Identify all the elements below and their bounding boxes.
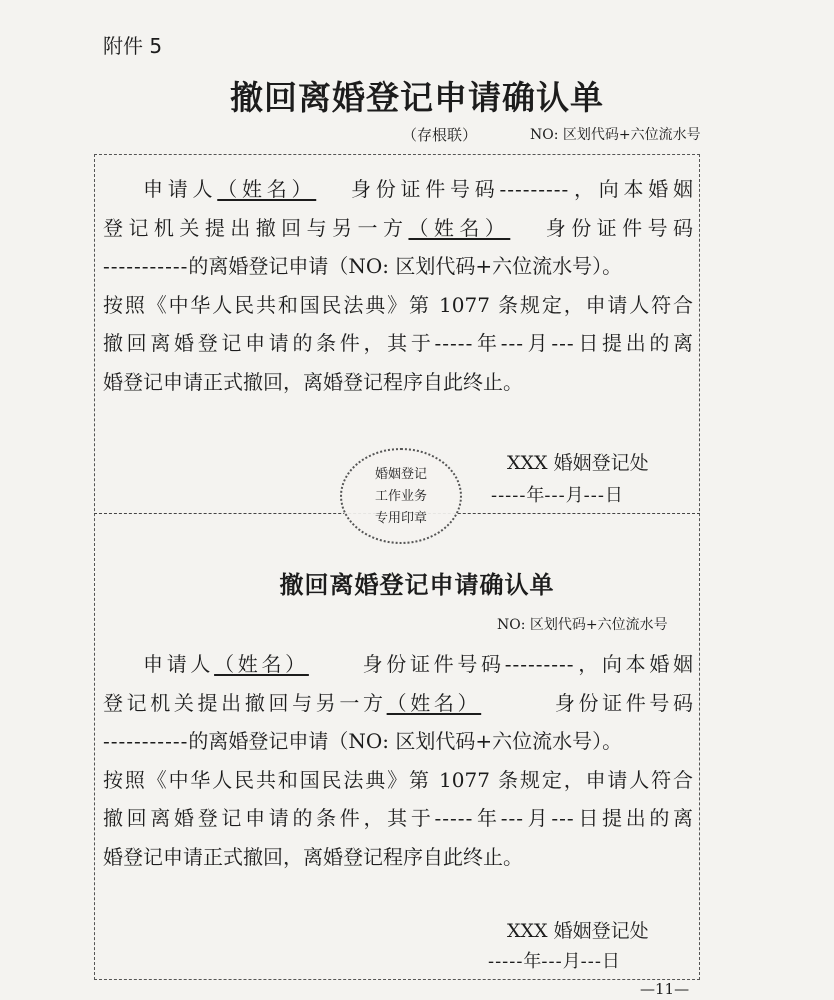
form-line bbox=[103, 684, 693, 723]
day-blank: --- bbox=[551, 806, 575, 830]
form-line bbox=[103, 170, 693, 209]
id-number-label: 身份证件号码 bbox=[540, 215, 694, 240]
month-label: 月 bbox=[562, 951, 581, 972]
day-label: 日 bbox=[604, 485, 623, 506]
month-label: 月 bbox=[523, 331, 552, 355]
seal-text: 专用印章 bbox=[374, 511, 427, 526]
form-line: 婚登记申请正式撤回，离婚登记程序自此终止。 bbox=[103, 844, 523, 869]
form-line: 按照《中华人民共和国民法典》第 1077 条规定，申请人符合 bbox=[103, 767, 693, 792]
seal-text: 婚姻登记 bbox=[374, 467, 427, 482]
applicant-label: 申请人 bbox=[143, 177, 218, 201]
id-number-label: 身份证件号码 bbox=[551, 690, 694, 715]
year-blank: ----- bbox=[434, 331, 474, 355]
receipt-form-body bbox=[103, 645, 693, 876]
seal-text: 工作业务 bbox=[374, 489, 427, 504]
id-number-label: 身份证件号码 bbox=[358, 652, 505, 676]
document-title: 撤回离婚登记申请确认单 bbox=[230, 78, 604, 117]
year-blank: ----- bbox=[491, 485, 527, 506]
page-number: —11— bbox=[640, 980, 690, 998]
text-segment: 撤回离婚登记申请的条件，其于 bbox=[103, 331, 435, 355]
serial-number: NO: 区划代码+六位流水号 bbox=[497, 617, 668, 633]
text-segment: 撤回离婚登记申请的条件，其于 bbox=[103, 806, 435, 830]
text-segment: 登记机关提出撤回与另一方 bbox=[103, 690, 387, 715]
month-blank: --- bbox=[541, 951, 563, 972]
id-number-blank: --------- bbox=[504, 652, 575, 676]
day-blank: --- bbox=[580, 951, 602, 972]
id-number-blank: ----------- bbox=[103, 254, 189, 278]
text-segment: 的离婚登记申请（NO: 区划代码+六位流水号）。 bbox=[188, 254, 623, 278]
form-line bbox=[103, 722, 693, 761]
serial-number: NO: 区划代码+六位流水号 bbox=[530, 127, 701, 143]
form-line bbox=[103, 209, 693, 248]
month-label: 月 bbox=[565, 485, 584, 506]
form-line: 婚登记申请正式撤回，离婚登记程序自此终止。 bbox=[103, 369, 523, 394]
text-segment: ，向本婚姻 bbox=[569, 177, 694, 201]
year-label: 年 bbox=[473, 806, 501, 830]
other-party-name-field: （姓名） bbox=[386, 690, 482, 715]
stub-form-body bbox=[103, 170, 693, 401]
other-party-name-field: （姓名） bbox=[408, 215, 511, 240]
year-blank: ----- bbox=[434, 806, 474, 830]
text-segment: ，向本婚姻 bbox=[574, 652, 694, 676]
id-number-label: 身份证件号码 bbox=[346, 177, 500, 201]
form-line: 按照《中华人民共和国民法典》第 1077 条规定，申请人符合 bbox=[103, 292, 693, 317]
signature-date bbox=[491, 481, 623, 507]
form-line bbox=[103, 645, 693, 684]
stub-label: （存根联） bbox=[402, 126, 478, 144]
month-label: 月 bbox=[523, 806, 552, 830]
applicant-name-field: （姓名） bbox=[214, 652, 309, 676]
day-blank: --- bbox=[551, 331, 575, 355]
month-blank: --- bbox=[500, 331, 524, 355]
text-segment: 提出的离 bbox=[602, 806, 694, 830]
id-number-blank: ----------- bbox=[103, 729, 189, 753]
registry-office-name: XXX 婚姻登记处 bbox=[507, 452, 649, 474]
text-segment: 的离婚登记申请（NO: 区划代码+六位流水号）。 bbox=[188, 729, 623, 753]
year-label: 年 bbox=[523, 951, 542, 972]
attachment-label: 附件 5 bbox=[103, 34, 163, 58]
applicant-name-field: （姓名） bbox=[217, 177, 317, 201]
official-seal bbox=[340, 448, 462, 544]
day-label: 日 bbox=[574, 806, 603, 830]
id-number-blank: --------- bbox=[499, 177, 570, 201]
text-segment: 提出的离 bbox=[602, 331, 694, 355]
registry-office-name: XXX 婚姻登记处 bbox=[507, 920, 649, 942]
year-label: 年 bbox=[473, 331, 501, 355]
day-label: 日 bbox=[601, 951, 620, 972]
form-line bbox=[103, 247, 693, 286]
year-blank: ----- bbox=[488, 951, 524, 972]
month-blank: --- bbox=[544, 485, 566, 506]
applicant-label: 申请人 bbox=[143, 652, 215, 676]
signature-date bbox=[488, 947, 620, 973]
form-title: 撤回离婚登记申请确认单 bbox=[279, 571, 555, 599]
form-line bbox=[103, 799, 693, 838]
year-label: 年 bbox=[526, 485, 545, 506]
form-line bbox=[103, 324, 693, 363]
month-blank: --- bbox=[500, 806, 524, 830]
text-segment: 登记机关提出撤回与另一方 bbox=[103, 215, 409, 240]
day-label: 日 bbox=[574, 331, 603, 355]
day-blank: --- bbox=[583, 485, 605, 506]
